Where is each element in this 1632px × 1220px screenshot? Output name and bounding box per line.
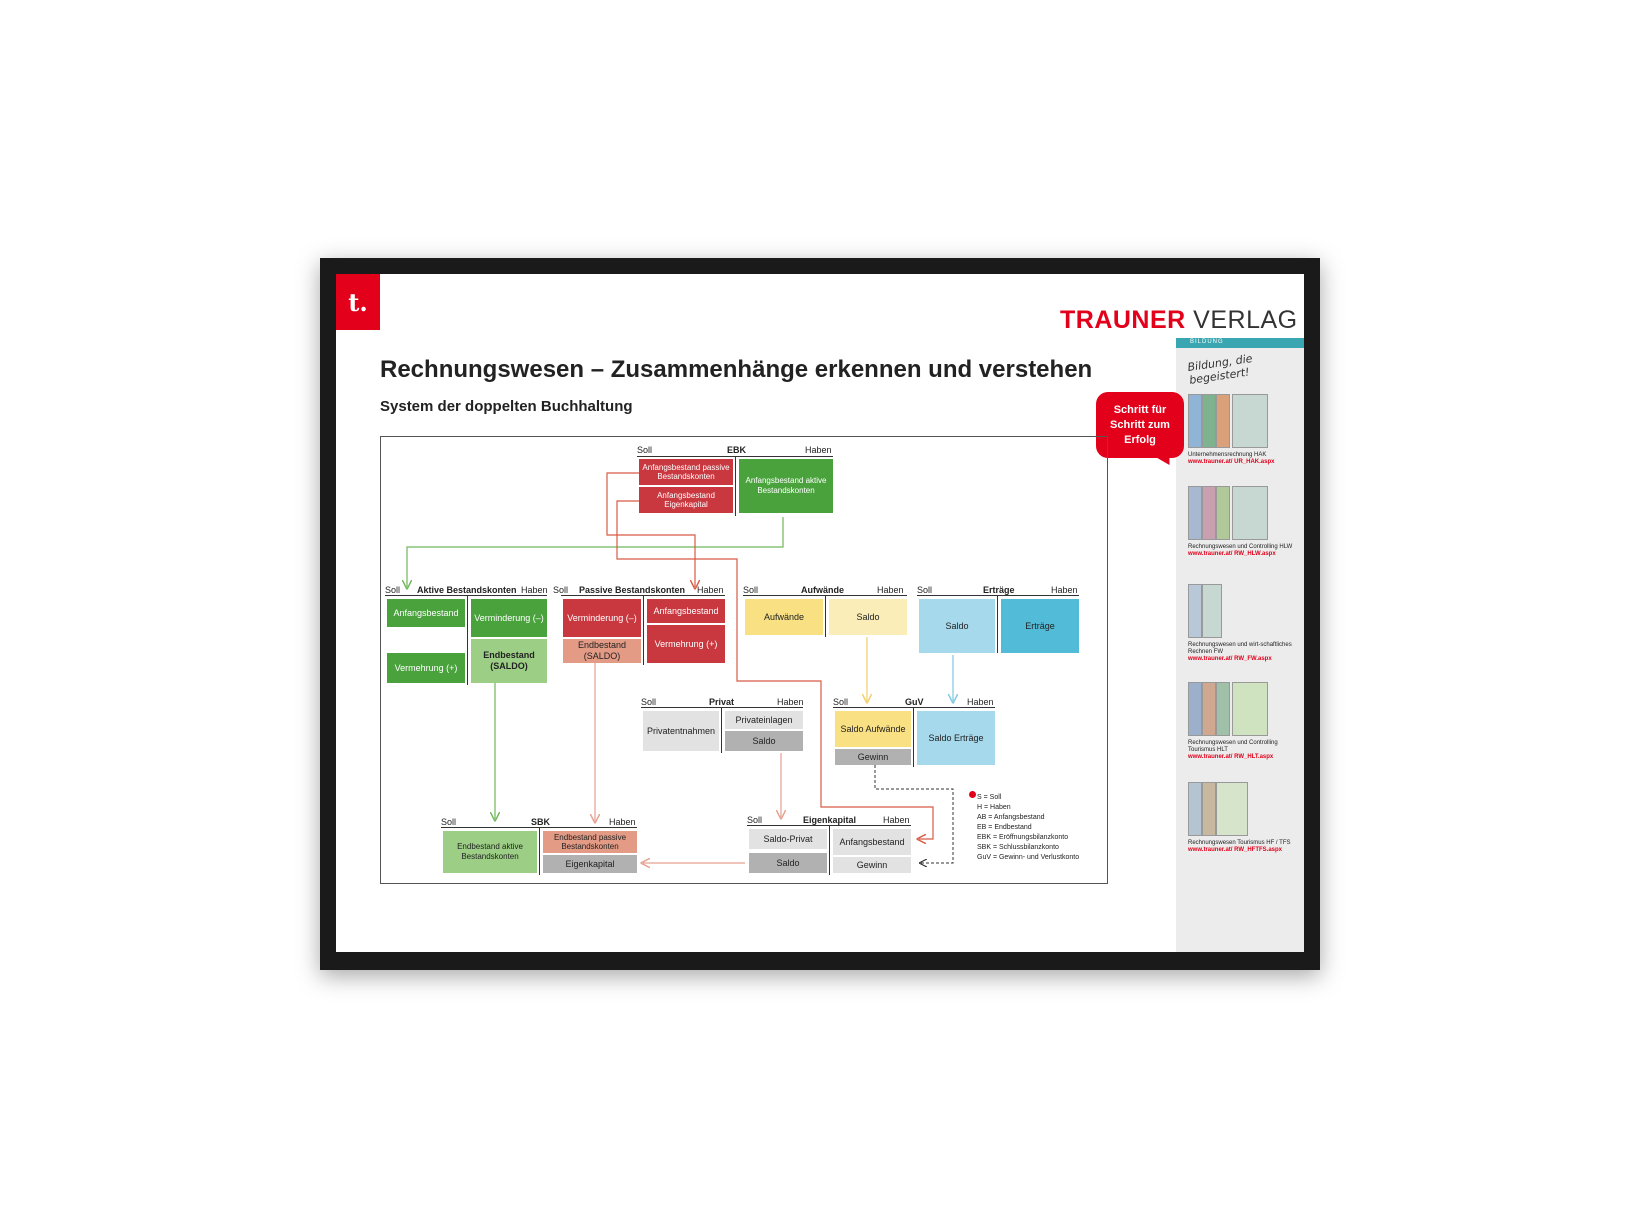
passive-soll: Soll bbox=[553, 585, 569, 595]
brand-bar: BILDUNG bbox=[1176, 338, 1304, 348]
aufwaende-title: Aufwände bbox=[801, 585, 845, 595]
legend: S = Soll H = Haben AB = Anfangsbestand EB = Endbestand EBK = Eröffnungsbilanzkonto SBK = Schlussbilanzkonto GuV = Gewinn- und Verlustkonto bbox=[977, 794, 1080, 861]
book-info-fw: Rechnungswesen und wirt-schaftliches Rechnen FW www.trauner.at/ RW_FW.aspx bbox=[1188, 642, 1292, 662]
ek-haben: Haben bbox=[883, 815, 910, 825]
ertraege-haben: Haben bbox=[1051, 585, 1078, 595]
ek-anfangsbestand: Anfangsbestand bbox=[833, 829, 911, 855]
guv-title: GuV bbox=[905, 697, 924, 707]
book-info-hlw: Rechnungswesen und Controlling HLW www.trauner.at/ RW_HLW.aspx bbox=[1188, 544, 1293, 557]
ertraege-title: Erträge bbox=[983, 585, 1015, 595]
guv-haben: Haben bbox=[967, 697, 994, 707]
passive-endbestand: Endbestand (SALDO) bbox=[563, 639, 641, 663]
aktive-anfangsbestand: Anfangsbestand bbox=[387, 599, 465, 627]
privat-haben: Haben bbox=[777, 697, 804, 707]
privat-saldo: Saldo bbox=[725, 731, 803, 751]
ebk-aktive-box: Anfangsbestand aktive Bestandskonten bbox=[739, 459, 833, 513]
ek-saldo-privat: Saldo-Privat bbox=[749, 829, 827, 849]
book-cover-hftfs bbox=[1188, 782, 1248, 836]
speech-bubble: Schritt für Schritt zum Erfolg bbox=[1096, 392, 1184, 458]
privat-entnahmen: Privatentnahmen bbox=[643, 711, 719, 751]
guv-gewinn: Gewinn bbox=[835, 749, 911, 765]
guv-soll: Soll bbox=[833, 697, 849, 707]
passive-title: Passive Bestandskonten bbox=[579, 585, 686, 595]
ebk-title: EBK bbox=[727, 445, 747, 455]
aktive-vermehrung: Vermehrung (+) bbox=[387, 653, 465, 683]
sbk-eigenkapital: Eigenkapital bbox=[543, 855, 637, 873]
aufwaende-haben: Haben bbox=[877, 585, 904, 595]
poster-subtitle: System der doppelten Buchhaltung bbox=[380, 398, 633, 415]
passive-vermehrung: Vermehrung (+) bbox=[647, 625, 725, 663]
aktive-verminderung: Verminderung (–) bbox=[471, 599, 547, 637]
brand-wordmark: TRAUNER VERLAG bbox=[1060, 306, 1298, 334]
book-info-hak: Unternehmensrechnung HAK www.trauner.at/ UR_HAK.aspx bbox=[1188, 452, 1275, 465]
aktive-endbestand: Endbestand (SALDO) bbox=[471, 639, 547, 683]
aufwaende-left: Aufwände bbox=[745, 599, 823, 635]
ebk-soll: Soll bbox=[637, 445, 653, 455]
aufwaende-soll: Soll bbox=[743, 585, 759, 595]
book-info-hlt: Rechnungswesen und Controlling Tourismus HLT www.trauner.at/ RW_HLT.aspx bbox=[1188, 740, 1278, 760]
trauner-logo: t. bbox=[336, 274, 380, 330]
book-cover-hlw bbox=[1188, 486, 1268, 540]
ek-gewinn: Gewinn bbox=[833, 857, 911, 873]
aktive-title: Aktive Bestandskonten bbox=[417, 585, 517, 595]
aktive-soll: Soll bbox=[385, 585, 401, 595]
slogan: Bildung, die begeistert! bbox=[1186, 351, 1254, 387]
ebk-eigenkapital-box: Anfangsbestand Eigenkapital bbox=[639, 487, 733, 513]
sbk-soll: Soll bbox=[441, 817, 457, 827]
ertraege-soll: Soll bbox=[917, 585, 933, 595]
sbk-aktive: Endbestand aktive Bestandskonten bbox=[443, 831, 537, 873]
privat-title: Privat bbox=[709, 697, 735, 707]
book-info-hftfs: Rechnungswesen Tourismus HF / TFS www.trauner.at/ RW_HFTFS.aspx bbox=[1188, 840, 1291, 853]
aufwaende-saldo: Saldo bbox=[829, 599, 907, 635]
passive-haben: Haben bbox=[697, 585, 724, 595]
book-cover-hak bbox=[1188, 394, 1268, 448]
ertraege-right: Erträge bbox=[1001, 599, 1079, 653]
poster-title: Rechnungswesen – Zusammenhänge erkennen und verstehen bbox=[380, 356, 1093, 383]
privat-soll: Soll bbox=[641, 697, 657, 707]
lightbulb-icon bbox=[969, 791, 976, 798]
book-cover-hlt bbox=[1188, 682, 1268, 736]
sbk-passive: Endbestand passive Bestandskonten bbox=[543, 831, 637, 853]
passive-anfangsbestand: Anfangsbestand bbox=[647, 599, 725, 623]
passive-verminderung: Verminderung (–) bbox=[563, 599, 641, 637]
guv-saldo-aufwaende: Saldo Aufwände bbox=[835, 711, 911, 747]
ertraege-saldo: Saldo bbox=[919, 599, 995, 653]
ek-title: Eigenkapital bbox=[803, 815, 857, 825]
ek-saldo: Saldo bbox=[749, 853, 827, 873]
guv-saldo-ertraege: Saldo Erträge bbox=[917, 711, 995, 765]
book-cover-fw bbox=[1188, 584, 1222, 638]
ek-soll: Soll bbox=[747, 815, 763, 825]
ebk-passive-box: Anfangsbestand passive Bestandskonten bbox=[639, 459, 733, 485]
aktive-haben: Haben bbox=[521, 585, 548, 595]
poster bbox=[336, 274, 1304, 952]
privat-einlagen: Privateinlagen bbox=[725, 711, 803, 729]
sbk-haben: Haben bbox=[609, 817, 636, 827]
sbk-title: SBK bbox=[531, 817, 551, 827]
booking-diagram bbox=[380, 436, 1108, 884]
ebk-haben: Haben bbox=[805, 445, 832, 455]
